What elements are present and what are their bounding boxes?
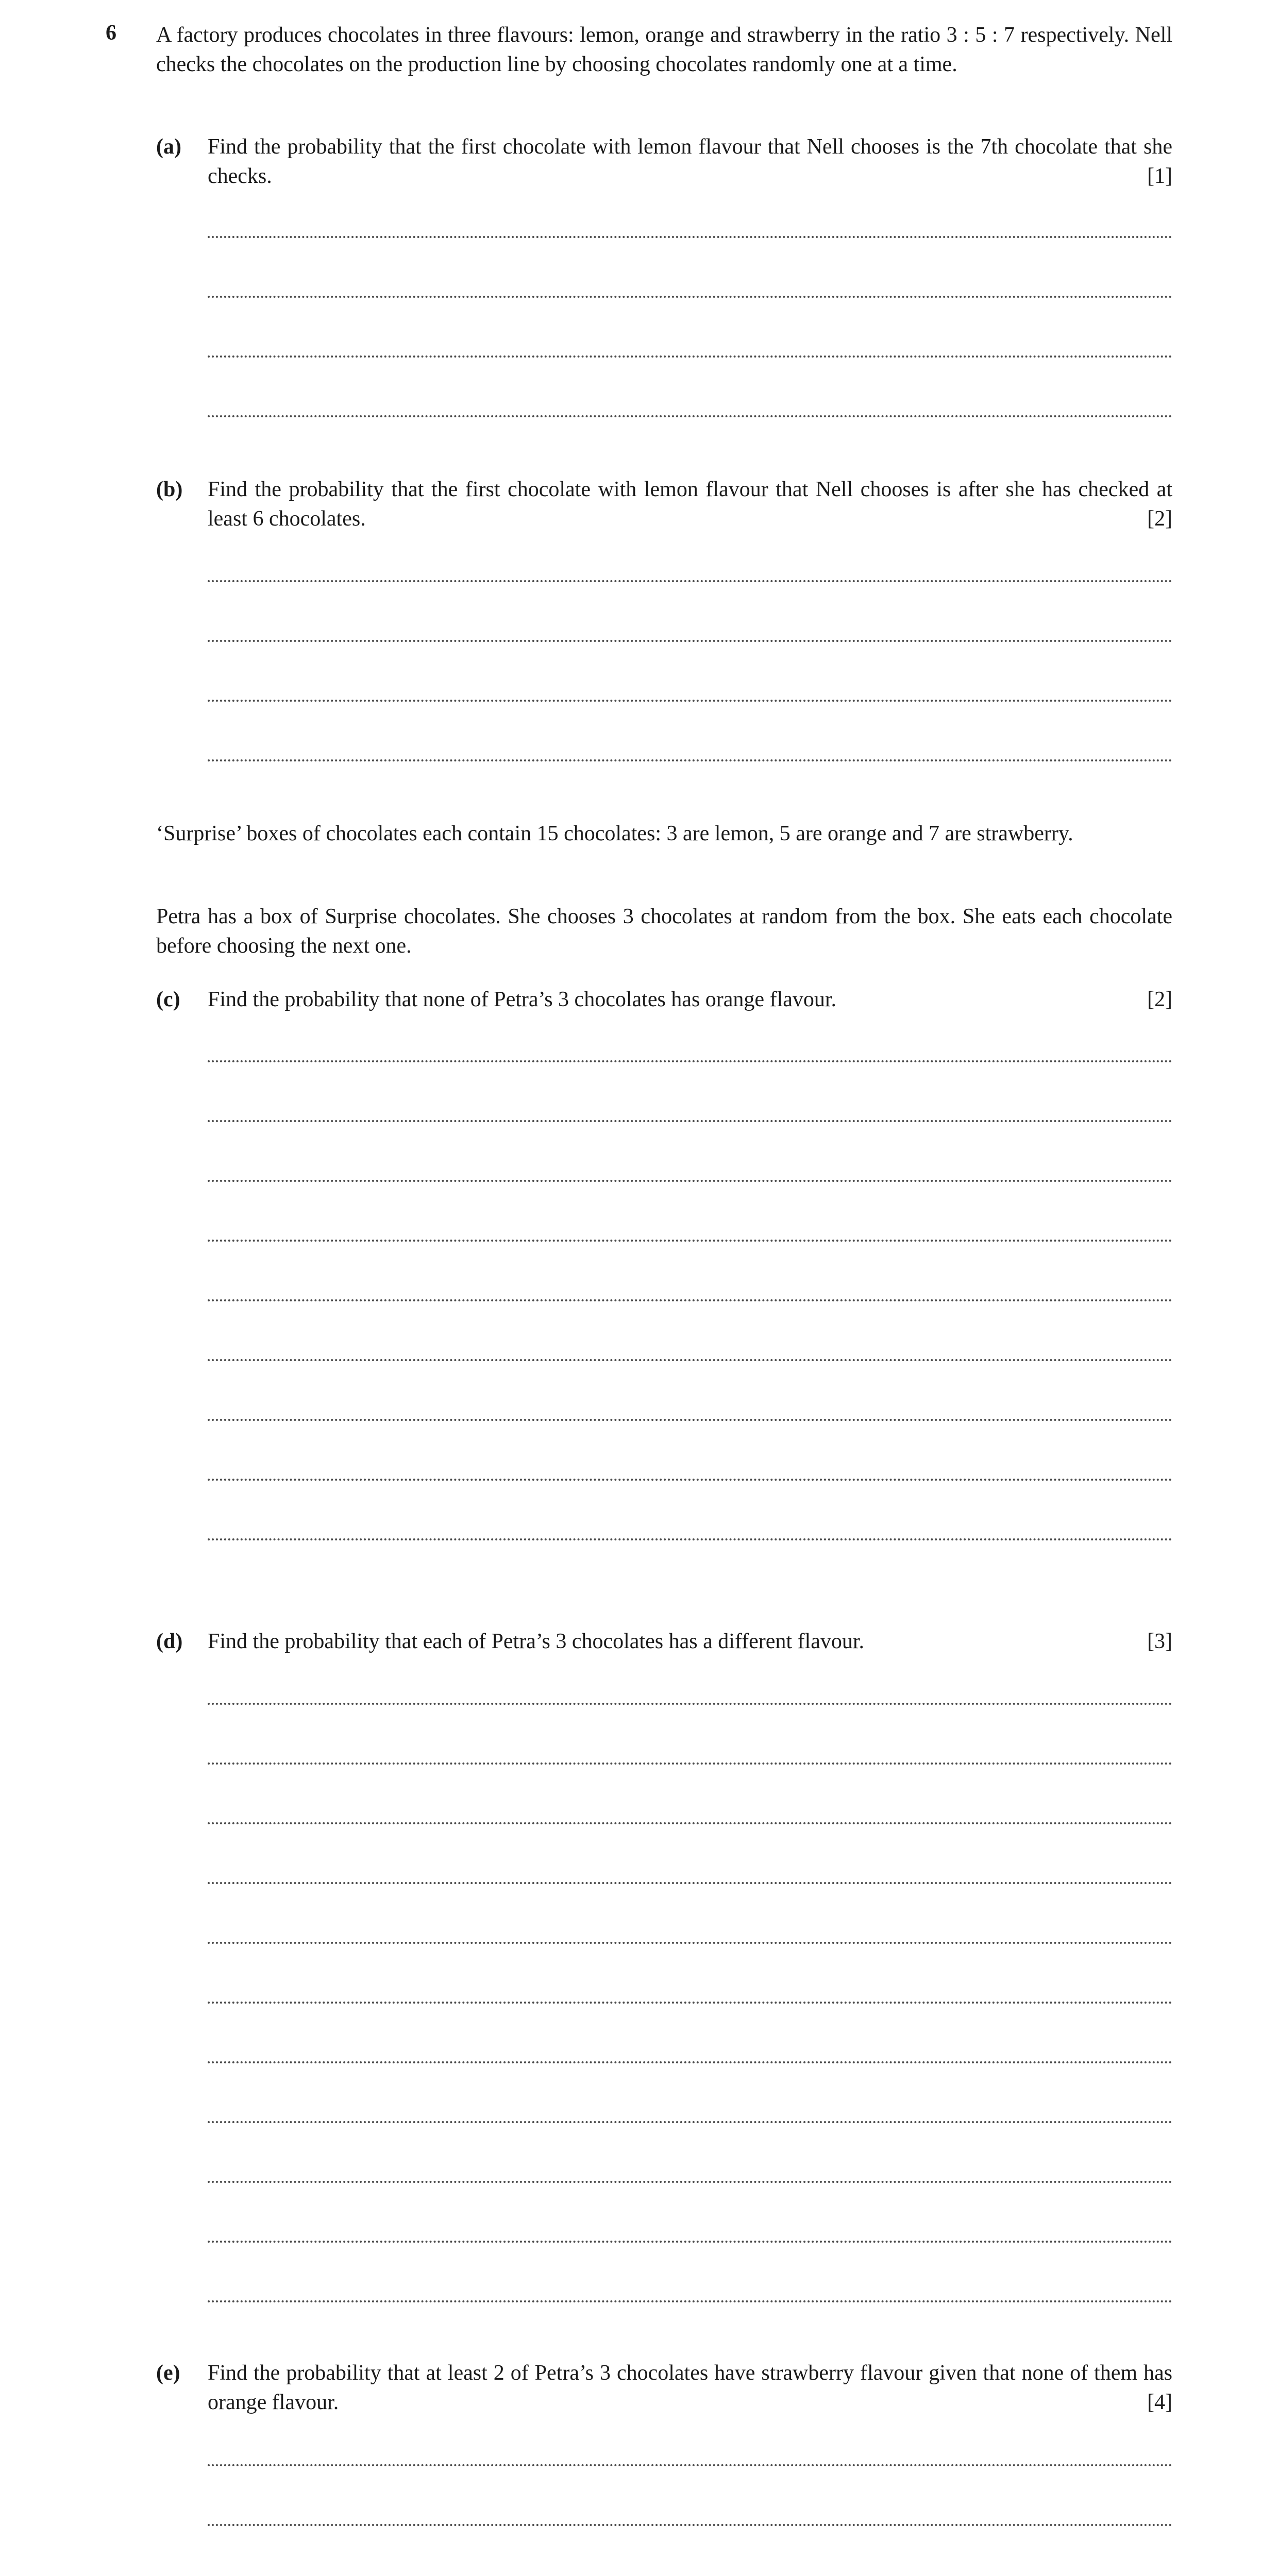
answer-line[interactable]: [208, 1359, 1172, 1361]
part-d: [156, 1627, 1172, 1656]
answer-line[interactable]: [208, 2241, 1172, 2243]
part-e-marks: [4]: [1147, 2391, 1172, 2414]
part-c-marks: [2]: [1147, 988, 1172, 1011]
part-b-marks: [2]: [1147, 507, 1172, 531]
answer-line[interactable]: [208, 2181, 1172, 2183]
answer-line[interactable]: [208, 355, 1172, 358]
answer-line[interactable]: [208, 1419, 1172, 1421]
part-a-text: Find the probability that the first chocolate with lemon flavour that Nell chooses is the 7th chocolate that she checks.: [208, 135, 1172, 188]
answer-line[interactable]: [208, 2121, 1172, 2123]
answer-line[interactable]: [208, 236, 1172, 238]
part-e-label: (e): [156, 2361, 180, 2385]
answer-line[interactable]: [208, 1882, 1172, 1884]
part-a: [156, 132, 1172, 191]
answer-line[interactable]: [208, 296, 1172, 298]
surprise-box-text: ‘Surprise’ boxes of chocolates each contain 15 chocolates: 3 are lemon, 5 are orange and 7 are strawberry.: [156, 822, 1073, 845]
part-d-text: Find the probability that each of Petra’s 3 chocolates has a different flavour.: [208, 1630, 865, 1653]
answer-line[interactable]: [208, 1538, 1172, 1540]
answer-line[interactable]: [208, 1180, 1172, 1182]
part-c-label: (c): [156, 988, 180, 1011]
part-a-label: (a): [156, 135, 181, 159]
answer-line[interactable]: [208, 1762, 1172, 1765]
part-b: [156, 475, 1172, 534]
answer-line[interactable]: [208, 700, 1172, 702]
part-b-label: (b): [156, 478, 183, 501]
answer-line[interactable]: [208, 2061, 1172, 2063]
part-b-text: Find the probability that the first chocolate with lemon flavour that Nell chooses is after she has checked at least 6 chocolates.: [208, 478, 1172, 531]
part-e-text: Find the probability that at least 2 of Petra’s 3 chocolates have strawberry flavour given that none of them has orange flavour.: [208, 2361, 1172, 2414]
question-number: 6: [106, 21, 116, 45]
answer-line[interactable]: [208, 1822, 1172, 1824]
answer-line[interactable]: [208, 580, 1172, 582]
part-d-marks: [3]: [1147, 1630, 1172, 1653]
answer-line[interactable]: [208, 640, 1172, 642]
answer-line[interactable]: [208, 1299, 1172, 1301]
answer-line[interactable]: [208, 1479, 1172, 1481]
part-a-marks: [1]: [1147, 164, 1172, 188]
part-c: [156, 985, 1172, 1014]
answer-line[interactable]: [208, 1942, 1172, 1944]
answer-line[interactable]: [208, 2524, 1172, 2526]
answer-line[interactable]: [208, 1120, 1172, 1122]
answer-line[interactable]: [208, 1240, 1172, 1242]
part-d-label: (d): [156, 1630, 183, 1653]
part-e: [156, 2359, 1172, 2417]
part-c-text: Find the probability that none of Petra’s 3 chocolates has orange flavour.: [208, 988, 837, 1011]
answer-line[interactable]: [208, 1703, 1172, 1705]
answer-line[interactable]: [208, 2002, 1172, 2004]
question-intro: A factory produces chocolates in three flavours: lemon, orange and strawberry in the ratio 3 : 5 : 7 respectively. Nell checks the chocolates on the production line by choosing chocolates randomly one at a time.: [156, 23, 1172, 76]
petra-text: Petra has a box of Surprise chocolates. She chooses 3 chocolates at random from the box. She eats each chocolate before choosing the next one.: [156, 905, 1172, 958]
answer-line[interactable]: [208, 2300, 1172, 2302]
answer-line[interactable]: [208, 759, 1172, 761]
answer-line[interactable]: [208, 2464, 1172, 2466]
answer-line[interactable]: [208, 415, 1172, 417]
answer-line[interactable]: [208, 1060, 1172, 1062]
